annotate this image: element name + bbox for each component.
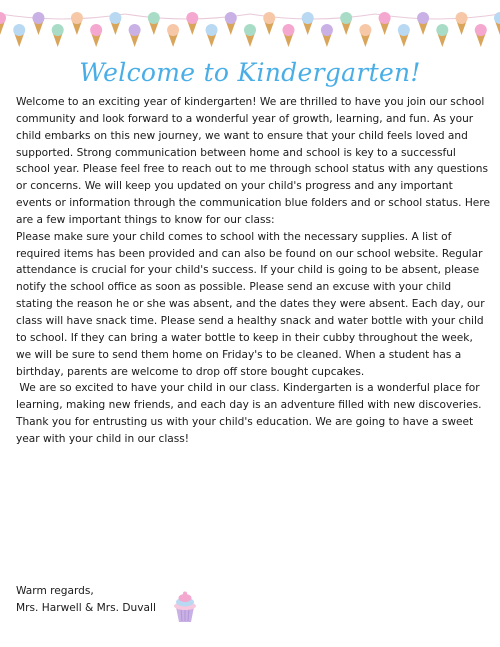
ice-cream-cone-icon — [13, 24, 25, 47]
page-title: Welcome to Kindergarten! — [79, 58, 421, 87]
ice-cream-cone-icon — [475, 24, 487, 47]
ice-cream-cone-icon — [206, 24, 218, 47]
letter-body — [16, 94, 494, 448]
ice-cream-banner — [0, 0, 500, 56]
letter-closing — [16, 583, 156, 617]
ice-cream-cone-icon — [398, 24, 410, 47]
ice-cream-cone-icon — [167, 24, 179, 47]
ice-cream-cone-icon — [186, 12, 198, 35]
ice-cream-cone-icon — [302, 12, 314, 35]
ice-cream-cone-icon — [0, 12, 6, 35]
ice-cream-cone-icon — [129, 24, 141, 47]
ice-cream-cone-icon — [321, 24, 333, 47]
signature: Mrs. Harwell & Mrs. Duvall — [16, 602, 156, 614]
ice-cream-cone-icon — [109, 12, 121, 35]
ice-cream-cone-icon — [379, 12, 391, 35]
ice-cream-cone-icon — [90, 24, 102, 47]
ice-cream-cone-icon — [263, 12, 275, 35]
intro-paragraph: Welcome to an exciting year of kindergarten! We are thrilled to have you join our school community and look forward to a wonderful year of growth, learning, and fun. As your child embarks on this new journey, we want to ensure that your child feels loved and supported. Strong communication between home and school is key to a successful school year. Please feel free to reach out to me through school status with any questions or concerns. We will keep you updated on your child's progress and any important events or information through the communication blue folders and or school status. Here are a few important things to know for our class: — [16, 96, 494, 226]
ice-cream-cone-icon — [456, 12, 468, 35]
salutation: Warm regards, — [16, 585, 94, 597]
ice-cream-cone-icon — [282, 24, 294, 47]
ice-cream-cone-icon — [494, 12, 500, 35]
ice-cream-cone-icon — [359, 24, 371, 47]
ice-cream-cone-icon — [417, 12, 429, 35]
class-info-paragraph: Please make sure your child comes to school with the necessary supplies. A list of required items has been provided and can also be found on our school website. Regular attendance is crucial for your child's success. If your child is going to be absent, please notify the school office as soon as possible. Please send an excuse with your child stating the reason he or she was absent, and the dates they were absent. Each day, our class will have snack time. Please send a healthy snack and water bottle with your child to school. If they can bring a water bottle to keep in their cubby throughout the week, we will be sure to send them home on Friday's to be cleaned. When a student has a birthday, parents are welcome to drop off store bought cupcakes. — [16, 230, 488, 378]
ice-cream-cone-icon — [32, 12, 44, 35]
ice-cream-cone-icon — [148, 12, 160, 35]
ice-cream-cone-icon — [71, 12, 83, 35]
cupcake-icon — [172, 591, 198, 623]
ice-cream-cone-icon — [340, 12, 352, 35]
ice-cream-cone-icon — [244, 24, 256, 47]
ice-cream-cone-icon — [436, 24, 448, 47]
excitement-paragraph: We are so excited to have your child in our class. Kindergarten is a wonderful place for learning, making new friends, and each day is an adventure filled with new discoveries. — [16, 382, 484, 412]
thank-you-paragraph: Thank you for entrusting us with your child's education. We are going to have a sweet year with your child in our class! — [16, 416, 477, 445]
ice-cream-cone-icon — [52, 24, 64, 47]
ice-cream-cone-icon — [225, 12, 237, 35]
